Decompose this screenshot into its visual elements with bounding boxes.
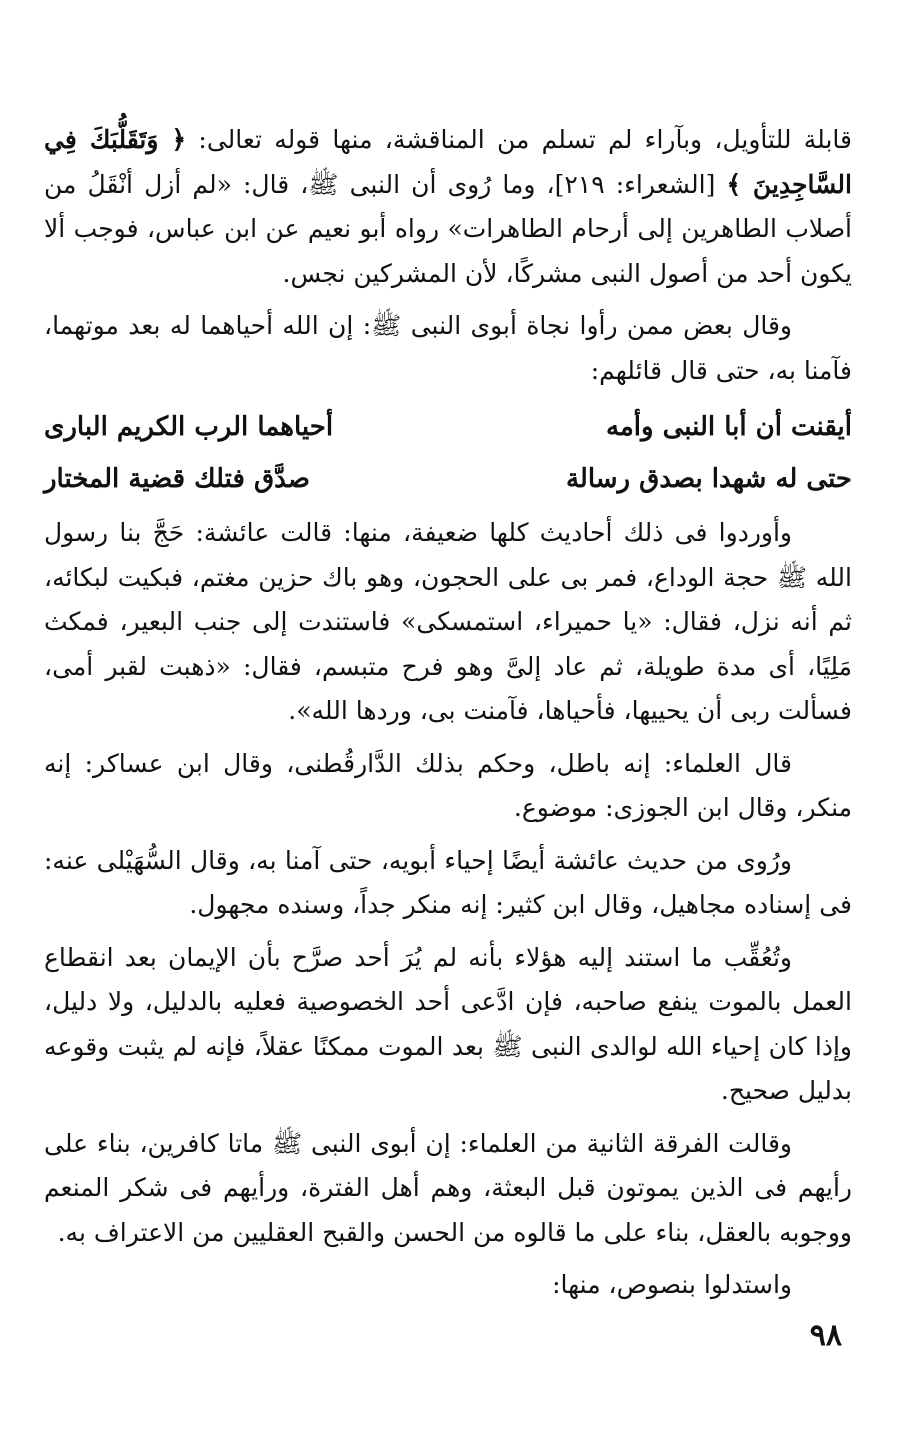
paragraph-1-after: [الشعراء: ٢١٩]، وما رُوى أن النبى ﷺ، قال: «لم أزل أنْقَلُ من أصلاب الطاهرين إلى أرحام الطاهرات» رواه أبو نعيم عن ابن عباس، فوجب ألا يكون أحد من أصول النبى مشركًا، لأن المشركين نجس. (44, 169, 852, 288)
poem-verse-1 (44, 401, 852, 453)
paragraph-1 (44, 118, 852, 296)
paragraph-5: ورُوى من حديث عائشة أيضًا إحياء أبويه، حتى آمنا به، وقال السُّهَيْلى عنه: فى إسناده مجاهيل، وقال ابن كثير: إنه منكر جداً، وسنده مجهول. (44, 845, 852, 919)
poem-verse-1-first: أيقنت أن أبا النبى وأمه (605, 412, 852, 442)
quran-verse: ﴿ وَتَقَلُّبَكَ فِي السَّاجِدِينَ ﴾ (44, 125, 852, 199)
book-page (44, 118, 852, 1316)
poem-verse-1-second: أحياهما الرب الكريم البارى (44, 412, 334, 442)
page-number: ٩٨ (809, 1318, 842, 1353)
poem-verse-2 (44, 453, 852, 505)
paragraph-7: وقالت الفرقة الثانية من العلماء: إن أبوى النبى ﷺ ماتا كافرين، بناء على رأيهم فى الذين يموتون قبل البعثة، وهم أهل الفترة، ورأيهم فى شكر المنعم ووجوبه بالعقل، بناء على ما قالوه من الحسن والقبح العقليين من الاعتراف به. (44, 1128, 852, 1247)
paragraph-6: وتُعُقِّب ما استند إليه هؤلاء بأنه لم يُرَ أحد صرَّح بأن الإيمان بعد انقطاع العمل بالموت ينفع صاحبه، فإن ادَّعى أحد الخصوصية فعليه بالدليل، ولا دليل، وإذا كان إحياء الله لوالدى النبى ﷺ بعد الموت ممكنًا عقلاً، فإنه لم يثبت وقوعه بدليل صحيح. (44, 942, 852, 1105)
paragraph-2: وقال بعض ممن رأوا نجاة أبوى النبى ﷺ: إن الله أحياهما له بعد موتهما، فآمنا به، حتى قال قائلهم: (44, 311, 852, 385)
paragraph-1-before: قابلة للتأويل، وبآراء لم تسلم من المناقشة، منها قوله تعالى: (186, 125, 852, 154)
paragraph-8: واستدلوا بنصوص، منها: (552, 1270, 792, 1299)
paragraph-3: وأوردوا فى ذلك أحاديث كلها ضعيفة، منها: قالت عائشة: حَجَّ بنا رسول الله ﷺ حجة الوداع، فمر بى على الحجون، وهو باك حزين مغتم، فبكيت لبكائه، ثم أنه نزل، فقال: «يا حميراء، استمسكى» فاستندت إلى جنب البعير، فمكث مَلِيًا، أى مدة طويلة، ثم عاد إلىَّ وهو فرح متبسم، فقال: «ذهبت لقبر أمى، فسألت ربى أن يحييها، فأحياها، فآمنت بى، وردها الله». (44, 518, 852, 725)
paragraph-4: قال العلماء: إنه باطل، وحكم بذلك الدَّارقُطنى، وقال ابن عساكر: إنه منكر، وقال ابن الجوزى: موضوع. (44, 748, 852, 822)
poem-verse-2-second: صدَّق فتلك قضية المختار (44, 464, 310, 494)
poem-verse-2-first: حتى له شهدا بصدق رسالة (565, 464, 852, 494)
poem (44, 401, 852, 505)
